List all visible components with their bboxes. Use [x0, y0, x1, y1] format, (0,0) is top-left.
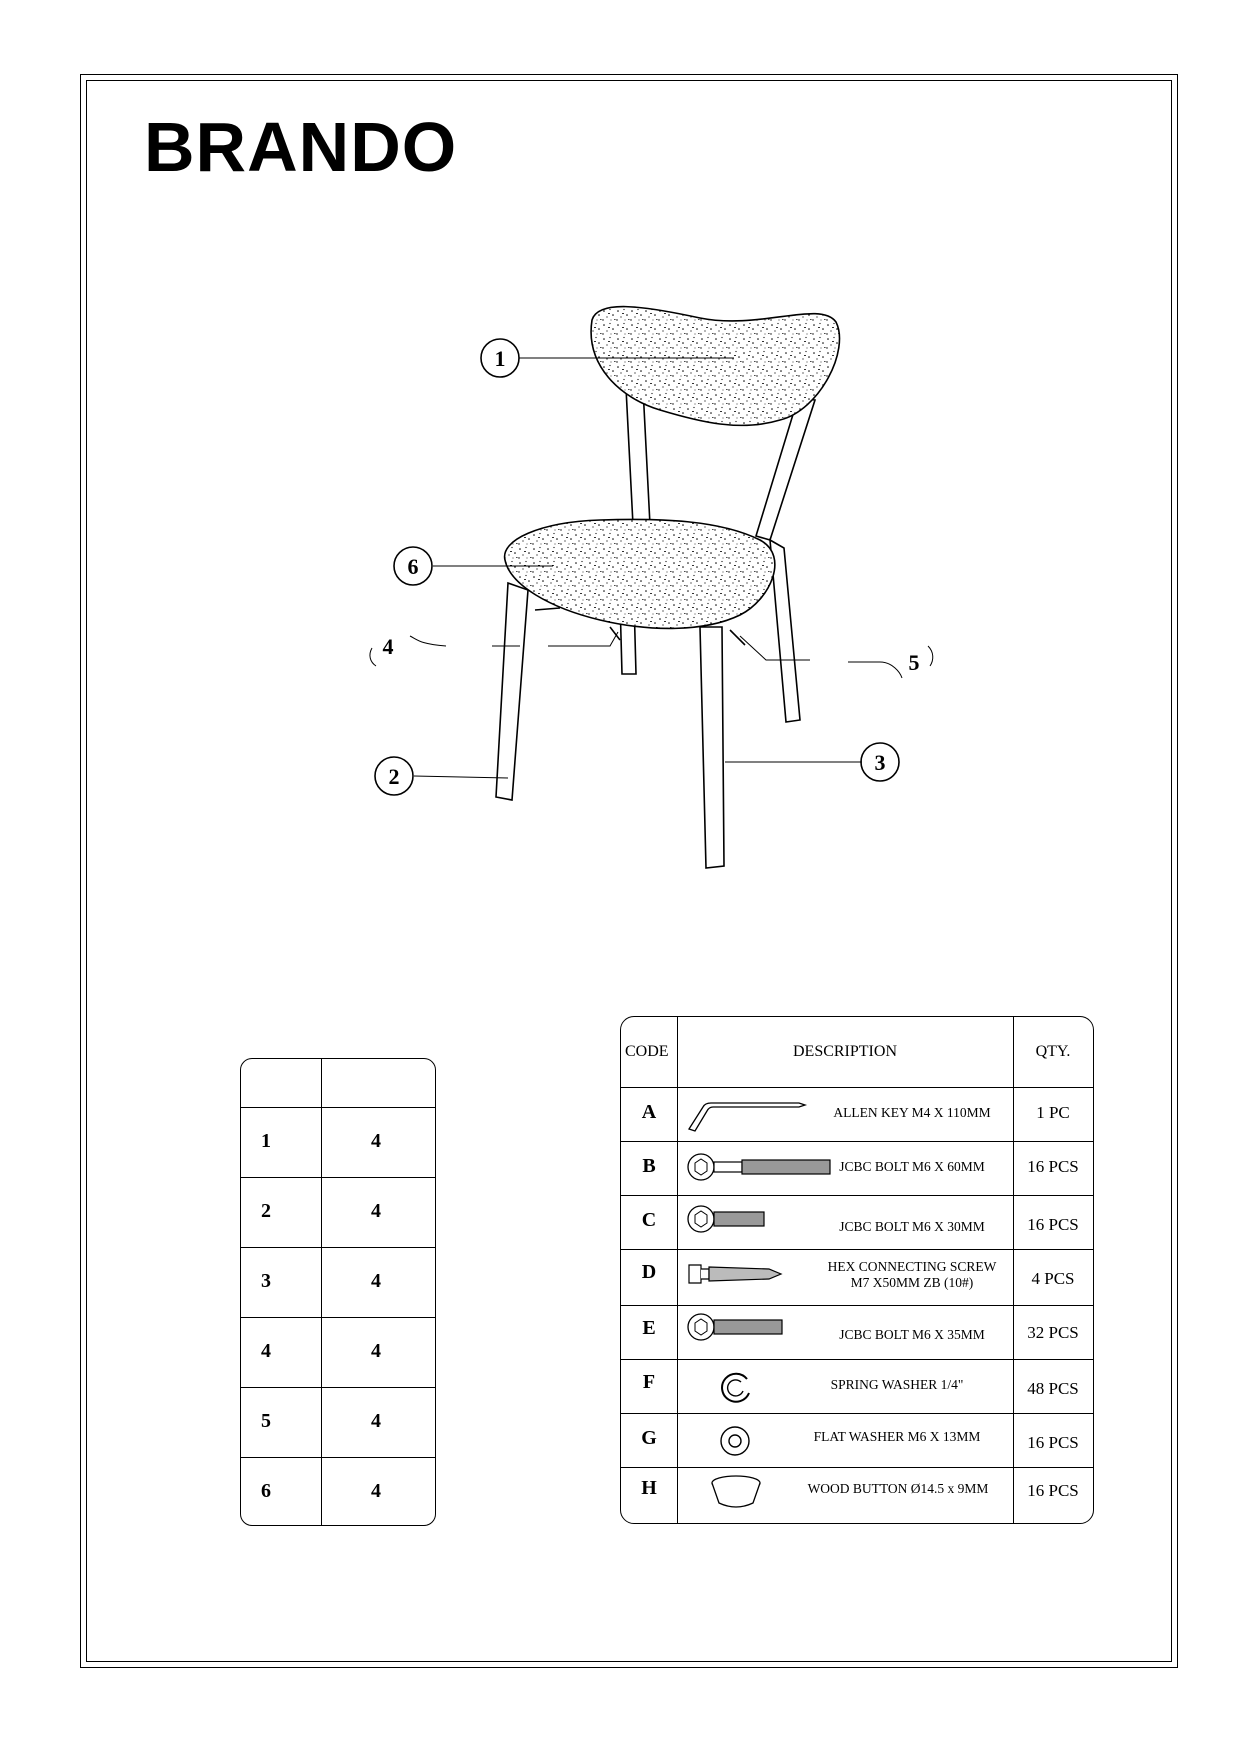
callout-label-2: 2: [388, 764, 400, 789]
header-description: DESCRIPTION: [792, 1043, 897, 1060]
part-qty: 4: [371, 1340, 381, 1362]
parts-table: [240, 1058, 436, 1526]
part-qty: 4: [371, 1480, 381, 1502]
row-divider: [621, 1467, 1093, 1468]
hardware-description: WOOD BUTTON Ø14.5 x 9MM: [807, 1481, 989, 1496]
hardware-code: E: [642, 1317, 656, 1339]
allen-key-icon: [685, 1097, 815, 1133]
connecting-screw-icon: [685, 1259, 785, 1289]
hardware-code: B: [642, 1155, 656, 1177]
callout-label-6: 6: [407, 554, 419, 579]
hardware-qty: 1 PC: [1036, 1103, 1070, 1122]
hardware-code: F: [642, 1371, 656, 1393]
part-qty: 4: [371, 1130, 381, 1152]
part-number: 3: [261, 1270, 271, 1292]
callout-label-5: 5: [908, 650, 920, 675]
hardware-code: D: [641, 1261, 657, 1283]
product-title: BRANDO: [144, 108, 458, 186]
hardware-qty: 16 PCS: [1027, 1215, 1079, 1234]
hardware-description: FLAT WASHER M6 X 13MM: [813, 1429, 981, 1444]
row-divider: [621, 1249, 1093, 1250]
short-bolt-icon: [687, 1203, 777, 1237]
hardware-description: ALLEN KEY M4 X 110MM: [833, 1105, 991, 1120]
hardware-code: G: [641, 1427, 657, 1449]
seat-part-6: [505, 519, 775, 628]
hardware-description: HEX CONNECTING SCREW: [827, 1259, 997, 1274]
row-divider: [621, 1413, 1093, 1414]
table-row: [241, 1387, 435, 1457]
hardware-description: JCBC BOLT M6 X 60MM: [839, 1159, 985, 1174]
flat-washer-icon: [717, 1423, 757, 1459]
row-divider: [621, 1141, 1093, 1142]
wood-button-icon: [709, 1473, 765, 1513]
part-number: 6: [261, 1480, 271, 1502]
header-code: CODE: [625, 1043, 669, 1060]
hardware-qty: 48 PCS: [1027, 1379, 1079, 1398]
row-divider: [621, 1359, 1093, 1360]
callout-label-1: 1: [494, 346, 506, 371]
hardware-qty: 16 PCS: [1027, 1481, 1079, 1500]
table-row: [241, 1107, 435, 1177]
callout-label-4: 4: [382, 634, 394, 659]
front-leg-left: [496, 583, 528, 800]
hardware-code: H: [641, 1477, 657, 1499]
row-divider: [621, 1087, 1093, 1088]
part-qty: 4: [371, 1270, 381, 1292]
hardware-code: A: [641, 1101, 657, 1123]
hardware-description-line2: M7 X50MM ZB (10#): [850, 1275, 974, 1290]
part-number: 1: [261, 1130, 271, 1152]
spring-washer-icon: [717, 1369, 757, 1405]
row-divider: [621, 1195, 1093, 1196]
hardware-description: JCBC BOLT M6 X 35MM: [839, 1327, 985, 1342]
row-divider: [621, 1305, 1093, 1306]
table-row: [241, 1247, 435, 1317]
hardware-qty: 4 PCS: [1031, 1269, 1075, 1288]
hardware-description: SPRING WASHER 1/4": [830, 1377, 964, 1392]
table-row: [241, 1457, 435, 1526]
back-post-left: [626, 388, 650, 525]
hardware-qty: 16 PCS: [1027, 1157, 1079, 1176]
part-number: 5: [261, 1410, 271, 1432]
hardware-table: [620, 1016, 1094, 1524]
hardware-qty: 16 PCS: [1027, 1433, 1079, 1452]
medium-bolt-icon: [687, 1311, 797, 1345]
part-number: 4: [261, 1340, 271, 1362]
callout-label-3: 3: [874, 750, 886, 775]
header-qty: QTY.: [1035, 1043, 1071, 1060]
hardware-description: JCBC BOLT M6 X 30MM: [839, 1219, 985, 1234]
part-qty: 4: [371, 1200, 381, 1222]
table-row: [241, 1317, 435, 1387]
part-qty: 4: [371, 1410, 381, 1432]
hardware-code: C: [641, 1209, 657, 1231]
long-bolt-icon: [687, 1151, 837, 1185]
table-row: [241, 1177, 435, 1247]
column-divider: [677, 1017, 678, 1523]
hardware-qty: 32 PCS: [1027, 1323, 1079, 1342]
front-leg-right: [700, 627, 724, 868]
part-number: 2: [261, 1200, 271, 1222]
